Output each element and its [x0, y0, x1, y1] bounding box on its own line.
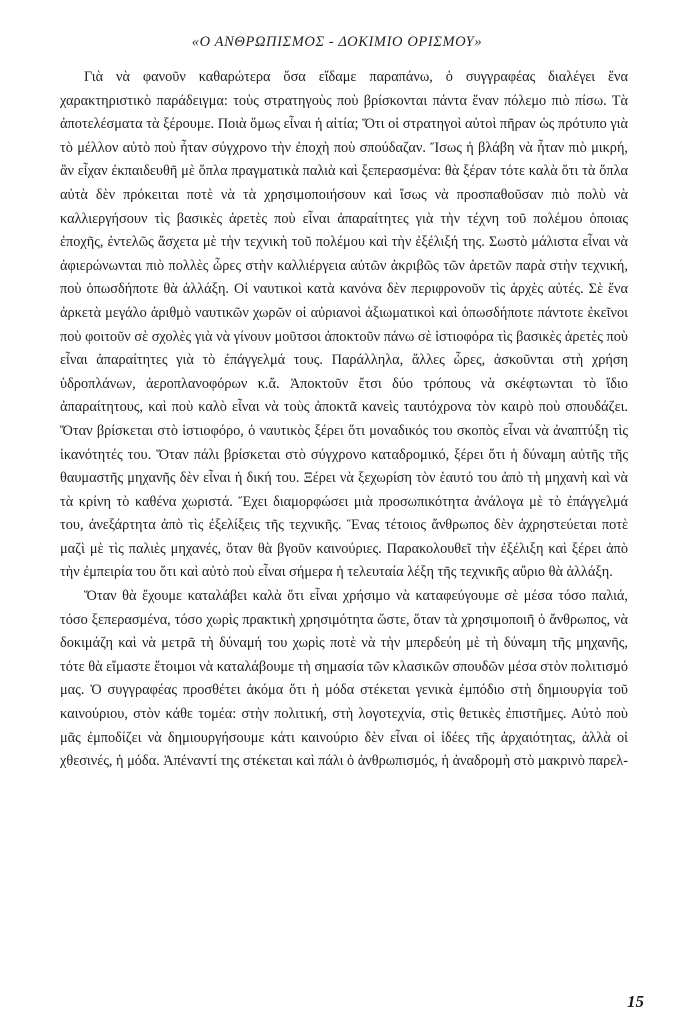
page-number: 15: [627, 992, 644, 1011]
paragraph-1: Γιὰ νὰ φανοῦν καθαρώτερα ὅσα εἴδαμε παραπάνω, ὁ συγγραφέας διαλέγει ἕνα χαρακτηριστικὸ παράδειγμα: τοὺς στρατηγοὺς ποὺ βρίσκονται πάντα ἕναν πόλεμο πιὸ πίσω. Τὰ ἀποτελέσματα τὰ ξέρουμε. Ποιὰ ὅμως εἶναι ἡ αἰτία; Ὅτι οἱ στρατηγοὶ αὐτοὶ πῆραν ὡς πρότυπο γιὰ τὸ μέλλον αὐτὸ ποὺ ἦταν σύγχρονο τὴν ἐποχὴ ποὺ σπούδαζαν. Ἴσως ἡ βλάβη νὰ ἦταν πιὸ μικρή, ἂν εἶχαν ἐκπαιδευθῆ μὲ ὅπλα πραγματικὰ παλιὰ καὶ ξεπερασμένα: θὰ ξέραν τότε καλὰ ὅτι τὰ ὅπλα αὐτὰ δὲν πρόκειται ποτὲ νὰ τὰ χρησιμοποιήσουν καὶ ἴσως νὰ προσπαθοῦσαν πιὸ πολὺ νὰ καλλιεργήσουν τὶς βασικὲς ἀρετὲς ποὺ εἶναι ἀπαραίτητες γιὰ τὴν τέχνη τοῦ πολέμου ὁποιας ἐποχῆς, ἐντελῶς ἄσχετα μὲ τὴν τεχνικὴ τοῦ πολέμου καὶ τὴν ἐξέλιξή της. Σωστὸ μάλιστα εἶναι νὰ ἀφιερώνωνται πιὸ πολλὲς ὧρες στὴν καλλιέργεια αὐτῶν ἀκριβῶς τῶν ἀρετῶν παρὰ στὴν τεχνική, ποὺ ὁπωσδήποτε θὰ ἀλλάξη. Οἱ ναυτικοὶ κατὰ κανόνα δὲν περιφρονοῦν τὶς ἀρχὲς αὐτές. Σὲ ἕνα ἀρκετὰ μεγάλο ἀριθμὸ ναυτικῶν χωρῶν οἱ αὐριανοὶ ἀξιωματικοὶ καὶ ὁπωσδήποτε πάντοτε ἐκεῖνοι ποὺ φοιτοῦν σὲ σχολὲς γιὰ νὰ γίνουν μοῦτσοι ἀποκτοῦν πάνω σὲ ἱστιοφόρα τὶς βασικὲς ἀρετὲς ποὺ εἶναι ἀπαραίτητες γιὰ τὸ ἐπάγγελμά τους. Παράλληλα, ἄλλες ὧρες, ἀσκοῦνται στὴ χρήση ὑδροπλάνων, ἀεροπλανοφόρων κ.ἄ. Ἀποκτοῦν ἔτσι δύο τρόπους νὰ σκέφτωνται τὸ ἴδιο ἀπαραίτητους, καὶ ποὺ καλὸ εἶναι νὰ τοὺς ἀποκτᾶ κανεὶς ταυτόχρονα τὸν καιρὸ ποὺ σπουδάζει. Ὅταν βρίσκεται στὸ ἱστιοφόρο, ὁ ναυτικὸς ξέρει ὅτι μοναδικός του σκοπὸς εἶναι νὰ ἀναπτύξη τὶς ἱκανότητές του. Ὅταν πάλι βρίσκεται στὸ σύγχρονο καταδρομικό, ξέρει ὅτι ἡ δύναμη αὐτῆς τῆς θαυμαστῆς μηχανῆς δὲν εἶναι ἡ δική του. Ξέρει νὰ ξεχωρίση τὸν ἑαυτό του ἀπὸ τὴ μηχανὴ καὶ νὰ τὰ κρίνη τὸ καθένα χωριστά. Ἔχει διαμορφώσει μιὰ προσωπικότητα ἀνάλογα μὲ τὸ ἐπάγγελμά του, ἀνεξάρτητα ἀπὸ τὶς ἐξελίξεις τῆς τεχνικῆς. Ἕνας τέτοιος ἄνθρωπος δὲν ἀχρηστεύεται ποτὲ μαζὶ μὲ τὶς παλιὲς μηχανές, ὅταν θὰ βγοῦν καινούριες. Παρακολουθεῖ τὴν ἐξέλιξη καὶ ξέρει ἀπὸ τὴν ἐμπειρία του ὅτι καὶ αὐτὸ ποὺ εἶναι σήμερα ἡ τελευταία λέξη τῆς τεχνικῆς αὔριο θὰ ἀλλάξη.: [60, 69, 628, 581]
body-text: [60, 66, 628, 774]
running-head: «Ο ΑΝΘΡΩΠΙΣΜΟΣ - ΔΟΚΙΜΙΟ ΟΡΙΣΜΟΥ»: [191, 34, 483, 50]
paragraph-2: Ὅταν θὰ ἔχουμε καταλάβει καλὰ ὅτι εἶναι χρήσιμο νὰ καταφεύγουμε σὲ μέσα τόσο παλιά, τόσο ξεπερασμένα, τόσο χωρὶς πρακτικὴ χρησιμότητα ὥστε, ὅταν τὰ χρησιμοποιῆ ὁ ἄνθρωπος, νὰ δοκιμάζη καὶ νὰ μετρᾶ τὴ δύναμή του χωρὶς ποτὲ νὰ τὴν μπερδεύη μὲ τὴ δύναμη τῆς μηχανῆς, τότε θὰ εἴμαστε ἕτοιμοι νὰ καταλάβουμε τὴ σημασία τῶν κλασικῶν σπουδῶν μέσα στὸν πολιτισμό μας. Ὁ συγγραφέας προσθέτει ἀκόμα ὅτι ἡ μόδα στέκεται γενικὰ ἐμπόδιο στὴ δημιουργία τοῦ καινούριου, στὸν κάθε τομέα: στὴν πολιτική, στὴ λογοτεχνία, στὶς θετικὲς ἐπιστῆμες. Αὐτὸ ποὺ μᾶς ἐμποδίζει νὰ δημιουργήσουμε κάτι καινούριο δὲν εἶναι οἱ ἰδέες τῆς ἀρχαιότητας, ἀλλὰ οἱ χθεσινές, ἡ μόδα. Ἀπέναντί της στέκεται καὶ πάλι ὁ ἀνθρωπισμός, ἡ ἀναδρομὴ στὸ μακρινὸ παρελ-: [60, 588, 628, 770]
